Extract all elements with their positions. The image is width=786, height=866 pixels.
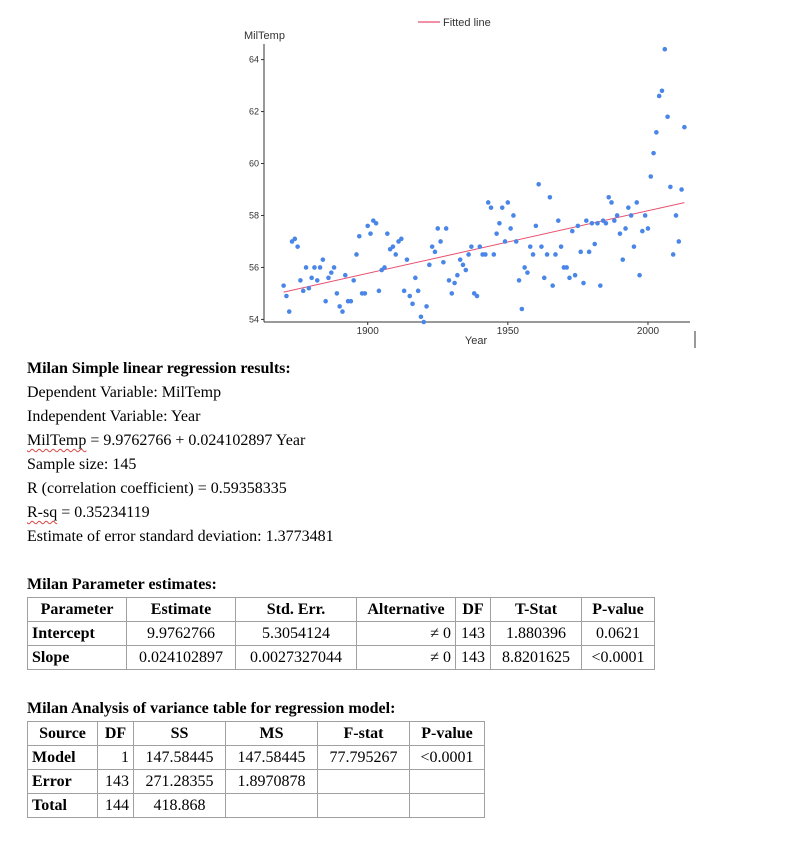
- data-point: [452, 281, 457, 286]
- data-point: [416, 289, 421, 294]
- data-point: [441, 260, 446, 265]
- data-point: [629, 213, 634, 218]
- y-tick-label: 62: [248, 106, 259, 117]
- data-point: [323, 299, 328, 304]
- anova-table: [27, 721, 485, 818]
- data-point: [548, 195, 553, 200]
- table-cell: 418.868: [134, 794, 226, 818]
- table-cell: 147.58445: [226, 746, 318, 770]
- data-point: [503, 239, 508, 244]
- r-squared-value: = 0.35234119: [57, 504, 150, 521]
- table-cell: 143: [456, 622, 491, 646]
- data-point: [410, 302, 415, 307]
- data-point: [525, 270, 530, 275]
- data-point: [536, 182, 541, 187]
- data-point: [606, 195, 611, 200]
- data-point: [377, 289, 382, 294]
- data-point: [391, 244, 396, 249]
- data-point: [564, 265, 569, 270]
- data-point: [514, 239, 519, 244]
- data-point: [301, 289, 306, 294]
- table-cell: 144: [98, 794, 134, 818]
- data-point: [534, 224, 539, 229]
- data-point: [598, 283, 603, 288]
- data-point: [640, 229, 645, 234]
- regression-title: Milan Simple linear regression results:: [27, 360, 291, 377]
- data-point: [674, 213, 679, 218]
- data-point: [539, 244, 544, 249]
- legend-label: Fitted line: [443, 17, 491, 29]
- fitted-line: [284, 203, 685, 293]
- data-point: [662, 47, 667, 52]
- table-cell: 271.28355: [134, 770, 226, 794]
- data-point: [508, 226, 513, 231]
- data-point: [402, 289, 407, 294]
- data-point: [618, 231, 623, 236]
- data-point: [368, 231, 373, 236]
- data-point: [528, 244, 533, 249]
- table-cell: [318, 770, 410, 794]
- data-point: [304, 265, 309, 270]
- data-point: [500, 205, 505, 210]
- data-point: [637, 273, 642, 278]
- data-point: [382, 265, 387, 270]
- data-point: [590, 221, 595, 226]
- data-point: [329, 270, 334, 275]
- data-point: [455, 273, 460, 278]
- x-ticks: [357, 322, 660, 337]
- data-point: [483, 252, 488, 257]
- data-point: [573, 273, 578, 278]
- data-point: [385, 231, 390, 236]
- data-points: [281, 47, 686, 324]
- data-point: [671, 252, 676, 257]
- data-point: [553, 252, 558, 257]
- scatter-chart: [0, 0, 786, 360]
- data-point: [449, 291, 454, 296]
- data-point: [433, 250, 438, 255]
- table-cell: 143: [98, 770, 134, 794]
- x-tick-label: 1950: [496, 326, 519, 337]
- dependent-variable: [27, 381, 221, 405]
- data-point: [634, 200, 639, 205]
- data-point: [349, 299, 354, 304]
- data-point: [281, 283, 286, 288]
- table-cell: <0.0001: [582, 646, 655, 670]
- data-point: [595, 221, 600, 226]
- error-std-dev: Estimate of error standard deviation: 1.3773481: [27, 528, 334, 545]
- sample-size: Sample size: 145: [27, 456, 137, 473]
- table-cell: [410, 770, 485, 794]
- table-cell: [226, 794, 318, 818]
- y-axis-title: MilTemp: [244, 30, 285, 42]
- data-point: [365, 224, 370, 229]
- table-cell: ≠ 0: [357, 622, 456, 646]
- y-tick-label: 54: [248, 314, 259, 325]
- data-point: [374, 221, 379, 226]
- data-point: [615, 213, 620, 218]
- table-cell: Intercept: [28, 622, 127, 646]
- data-point: [623, 226, 628, 231]
- header-cell: F-stat: [318, 722, 410, 746]
- table-row: [28, 646, 655, 670]
- y-tick-label: 64: [248, 54, 259, 65]
- data-point: [648, 174, 653, 179]
- data-point: [307, 286, 312, 291]
- data-point: [492, 252, 497, 257]
- data-point: [413, 276, 418, 281]
- table-cell: 8.8201625: [491, 646, 582, 670]
- header-cell: SS: [134, 722, 226, 746]
- data-point: [430, 244, 435, 249]
- data-point: [335, 291, 340, 296]
- data-point: [407, 294, 412, 299]
- data-point: [651, 151, 656, 156]
- table-cell: Error: [28, 770, 98, 794]
- data-point: [517, 278, 522, 283]
- data-point: [357, 234, 362, 239]
- y-tick-label: 56: [248, 262, 259, 273]
- data-point: [643, 213, 648, 218]
- x-axis-title: Year: [464, 335, 488, 347]
- data-point: [469, 244, 474, 249]
- data-point: [486, 200, 491, 205]
- data-point: [309, 276, 314, 281]
- data-point: [581, 281, 586, 286]
- data-point: [550, 283, 555, 288]
- data-point: [584, 218, 589, 223]
- table-row: [28, 770, 485, 794]
- header-cell: P-value: [410, 722, 485, 746]
- table-cell: <0.0001: [410, 746, 485, 770]
- data-point: [393, 252, 398, 257]
- data-point: [682, 125, 687, 130]
- data-point: [444, 226, 449, 231]
- data-point: [421, 320, 426, 325]
- table-header-row: [28, 722, 485, 746]
- data-point: [592, 242, 597, 247]
- data-point: [545, 252, 550, 257]
- data-point: [427, 263, 432, 268]
- data-point: [542, 276, 547, 281]
- data-point: [463, 268, 468, 273]
- data-point: [405, 257, 410, 262]
- equation-rest: = 9.9762766 + 0.024102897 Year: [86, 432, 306, 449]
- data-point: [475, 294, 480, 299]
- data-point: [668, 185, 673, 190]
- table-cell: 0.024102897: [127, 646, 236, 670]
- data-point: [497, 221, 502, 226]
- data-point: [559, 244, 564, 249]
- parameter-table: [27, 597, 655, 670]
- data-point: [295, 244, 300, 249]
- table-cell: 147.58445: [134, 746, 226, 770]
- correlation-coefficient: R (correlation coefficient) = 0.59358335: [27, 480, 287, 497]
- data-point: [447, 278, 452, 283]
- table-header-row: [28, 598, 655, 622]
- table-cell: ≠ 0: [357, 646, 456, 670]
- data-point: [654, 130, 659, 135]
- r-squared-label: R-sq: [27, 504, 58, 521]
- data-point: [646, 226, 651, 231]
- table-cell: 1.880396: [491, 622, 582, 646]
- header-cell: Source: [28, 722, 98, 746]
- table-row: [28, 746, 485, 770]
- equation-variable: MilTemp: [27, 432, 87, 449]
- data-point: [293, 237, 298, 242]
- x-tick-label: 1900: [356, 326, 379, 337]
- table-cell: 0.0027327044: [236, 646, 357, 670]
- data-point: [343, 273, 348, 278]
- data-point: [556, 218, 561, 223]
- chart-axes: [264, 44, 695, 348]
- data-point: [419, 315, 424, 320]
- table-cell: 1: [98, 746, 134, 770]
- data-point: [321, 257, 326, 262]
- data-point: [351, 278, 356, 283]
- data-point: [676, 239, 681, 244]
- table-cell: Total: [28, 794, 98, 818]
- r-squared: [27, 501, 150, 525]
- data-point: [604, 221, 609, 226]
- params-title: Milan Parameter estimates:: [27, 576, 217, 593]
- data-point: [312, 265, 317, 270]
- data-point: [679, 187, 684, 192]
- data-point: [520, 307, 525, 312]
- data-point: [657, 94, 662, 99]
- data-point: [567, 276, 572, 281]
- data-point: [424, 304, 429, 309]
- data-point: [318, 265, 323, 270]
- table-cell: 9.9762766: [127, 622, 236, 646]
- table-cell: Slope: [28, 646, 127, 670]
- data-point: [438, 239, 443, 244]
- header-cell: P-value: [582, 598, 655, 622]
- data-point: [660, 88, 665, 93]
- header-cell: Estimate: [127, 598, 236, 622]
- data-point: [522, 265, 527, 270]
- data-point: [363, 291, 368, 296]
- data-point: [399, 237, 404, 242]
- table-cell: 0.0621: [582, 622, 655, 646]
- header-cell: Std. Err.: [236, 598, 357, 622]
- data-point: [340, 309, 345, 314]
- y-ticks: [249, 55, 264, 325]
- x-tick-label: 2000: [636, 326, 660, 337]
- data-point: [435, 226, 440, 231]
- data-point: [570, 229, 575, 234]
- table-cell: 77.795267: [318, 746, 410, 770]
- regression-equation: [27, 429, 305, 453]
- header-cell: MS: [226, 722, 318, 746]
- table-row: [28, 622, 655, 646]
- table-cell: 5.3054124: [236, 622, 357, 646]
- data-point: [531, 252, 536, 257]
- y-tick-label: 60: [248, 158, 259, 169]
- table-cell: 1.8970878: [226, 770, 318, 794]
- data-point: [284, 294, 289, 299]
- independent-variable: Independent Variable: Year: [27, 408, 201, 425]
- data-point: [626, 205, 631, 210]
- data-point: [287, 309, 292, 314]
- header-cell: DF: [456, 598, 491, 622]
- data-point: [461, 263, 466, 268]
- table-cell: [410, 794, 485, 818]
- table-cell: [318, 794, 410, 818]
- data-point: [466, 252, 471, 257]
- y-tick-label: 58: [248, 210, 259, 221]
- data-point: [494, 231, 499, 236]
- table-cell: Model: [28, 746, 98, 770]
- table-row: [28, 794, 485, 818]
- chart-legend: [418, 17, 491, 29]
- dependent-variable-text: Dependent Variable: MilTemp: [27, 384, 222, 401]
- data-point: [506, 200, 511, 205]
- data-point: [609, 200, 614, 205]
- data-point: [632, 244, 637, 249]
- table-cell: 143: [456, 646, 491, 670]
- data-point: [354, 252, 359, 257]
- data-point: [665, 114, 670, 119]
- data-point: [511, 213, 516, 218]
- data-point: [326, 276, 331, 281]
- data-point: [337, 304, 342, 309]
- data-point: [576, 224, 581, 229]
- data-point: [612, 218, 617, 223]
- header-cell: DF: [98, 722, 134, 746]
- data-point: [315, 278, 320, 283]
- header-cell: T-Stat: [491, 598, 582, 622]
- data-point: [458, 257, 463, 262]
- data-point: [489, 205, 494, 210]
- data-point: [332, 265, 337, 270]
- data-point: [298, 278, 303, 283]
- data-point: [620, 257, 625, 262]
- data-point: [587, 250, 592, 255]
- anova-title: Milan Analysis of variance table for regression model:: [27, 700, 396, 717]
- header-cell: Alternative: [357, 598, 456, 622]
- data-point: [578, 250, 583, 255]
- data-point: [478, 244, 483, 249]
- header-cell: Parameter: [28, 598, 127, 622]
